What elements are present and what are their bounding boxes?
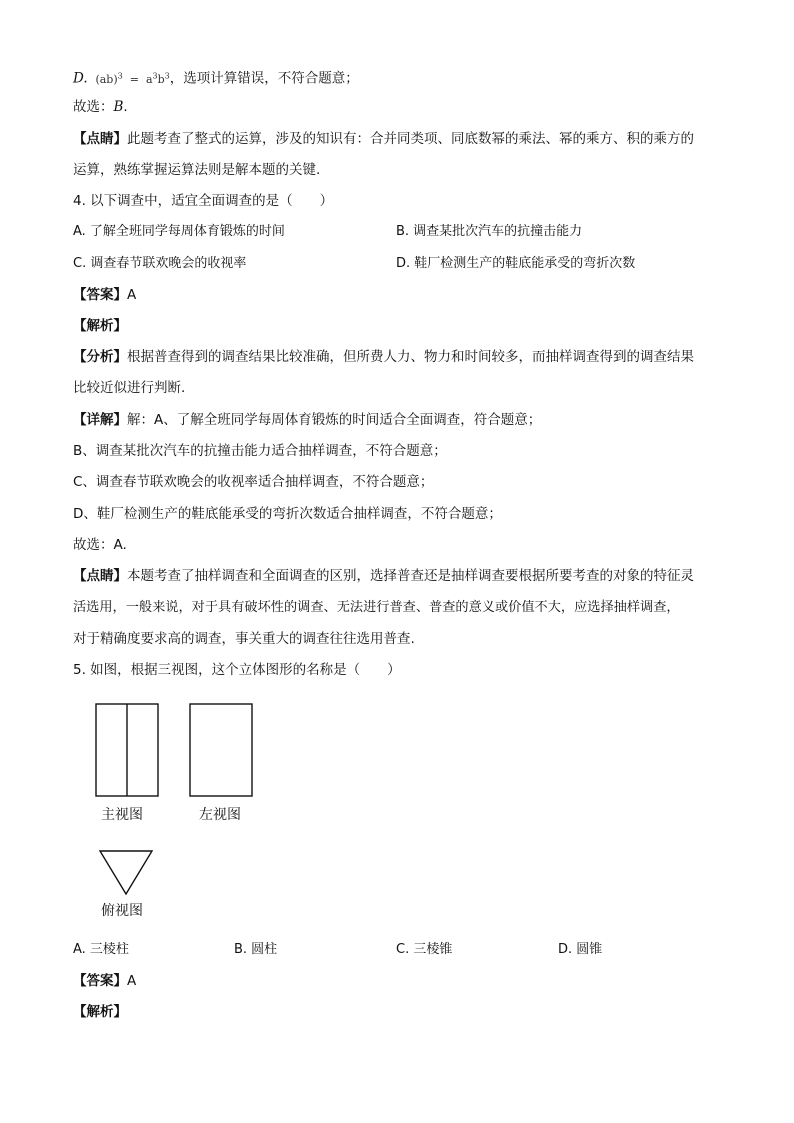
front-view [96, 704, 158, 796]
q4-fenxi-line-1 [73, 347, 694, 367]
q5-option-c: C. 三棱锥 [396, 942, 453, 957]
q4-choose: 故选：A. [73, 537, 127, 553]
q4-fenxi-line-2: 比较近似进行判断. [73, 380, 186, 396]
q4-option-c: C. 调查春节联欢晚会的收视率 [73, 256, 247, 271]
formula-equals: = [129, 72, 139, 86]
q4-stem: 4. 以下调查中，适宜全面调查的是（ ） [73, 193, 334, 209]
q4-answer-line [73, 285, 136, 305]
prev-answer-end: . [123, 99, 128, 115]
q5-analysis-tag: 【解析】 [73, 1004, 127, 1020]
prev-comment-tag: 【点睛】 [73, 131, 127, 147]
q4-option-d: D. 鞋厂检测生产的鞋底能承受的弯折次数 [396, 256, 636, 271]
formula-rhs-a: a [145, 72, 153, 86]
side-view-label: 左视图 [199, 807, 241, 823]
q4-comment-line-1 [73, 566, 694, 586]
top-view [100, 851, 152, 894]
prev-comment-line-1 [73, 129, 694, 149]
q4-detail-tag: 【详解】 [73, 412, 127, 428]
q5-stem: 5. 如图，根据三视图，这个立体图形的名称是（ ） [73, 662, 401, 678]
q5-answer: A [127, 973, 137, 989]
formula-rhs-a-exp: 3 [152, 71, 158, 80]
q4-comment-line-2: 活选用，一般来说，对于具有破坏性的调查、无法进行普查、普查的意义或价值不大，应选择抽样调查， [73, 600, 680, 615]
q5-option-d: D. 圆锥 [558, 942, 603, 957]
q5-option-b: B. 圆柱 [234, 942, 278, 957]
side-view [190, 704, 252, 796]
prev-comment-text-1: 此题考查了整式的运算，涉及的知识有：合并同类项、同底数幂的乘法、幂的乘方、积的乘方的 [127, 131, 694, 147]
q4-comment-tag: 【点睛】 [73, 568, 127, 584]
formula [92, 73, 170, 86]
q4-option-b: B. 调查某批次汽车的抗撞击能力 [396, 224, 583, 239]
prev-answer-prefix: 故选： [73, 99, 114, 115]
q4-answer: A [127, 287, 137, 303]
formula-exp: 3 [117, 71, 123, 80]
q4-answer-tag: 【答案】 [73, 287, 127, 303]
q4-comment-line-3: 对于精确度要求高的调查，事关重大的调查往往选用普查. [73, 631, 415, 647]
top-view-triangle [100, 851, 152, 894]
option-d-line [73, 66, 359, 90]
formula-base: (ab) [95, 72, 118, 86]
q5-answer-line [73, 971, 136, 991]
q4-option-a: A. 了解全班同学每周体育锻炼的时间 [73, 224, 285, 239]
front-view-label: 主视图 [101, 807, 143, 823]
prev-answer-letter: B [113, 99, 124, 115]
prev-answer-line [73, 97, 128, 117]
top-view-label: 俯视图 [101, 903, 143, 919]
q4-fenxi-tag: 【分析】 [73, 349, 127, 365]
q4-comment-text-1: 本题考查了抽样调查和全面调查的区别，选择普查还是抽样调查要根据所要考查的对象的特征灵 [127, 568, 694, 584]
q5-option-a: A. 三棱柱 [73, 942, 129, 957]
q4-detail-line-2: B、调查某批次汽车的抗撞击能力适合抽样调查，不符合题意； [73, 443, 447, 459]
q4-detail-text-1: 解：A、了解全班同学每周体育锻炼的时间适合全面调查，符合题意； [127, 412, 542, 428]
side-view-rect [190, 704, 252, 796]
formula-rhs-b-exp: 3 [164, 71, 170, 80]
option-d-label: D. [73, 70, 88, 87]
q4-analysis-tag: 【解析】 [73, 318, 127, 334]
q4-detail-line-3: C、调查春节联欢晚会的收视率适合抽样调查，不符合题意； [73, 474, 434, 490]
q4-detail-line-4: D、鞋厂检测生产的鞋底能承受的弯折次数适合抽样调查，不符合题意； [73, 506, 502, 522]
formula-rhs-b: b [157, 72, 165, 86]
q4-detail-line-1 [73, 410, 541, 430]
q5-answer-tag: 【答案】 [73, 973, 127, 989]
option-d-text: ，选项计算错误，不符合题意； [169, 70, 359, 87]
prev-comment-line-2: 运算，熟练掌握运算法则是解本题的关键. [73, 162, 321, 178]
three-view-figure [90, 700, 270, 900]
q4-fenxi-text-1: 根据普查得到的调查结果比较准确，但所费人力、物力和时间较多，而抽样调查得到的调查结果 [127, 349, 694, 365]
